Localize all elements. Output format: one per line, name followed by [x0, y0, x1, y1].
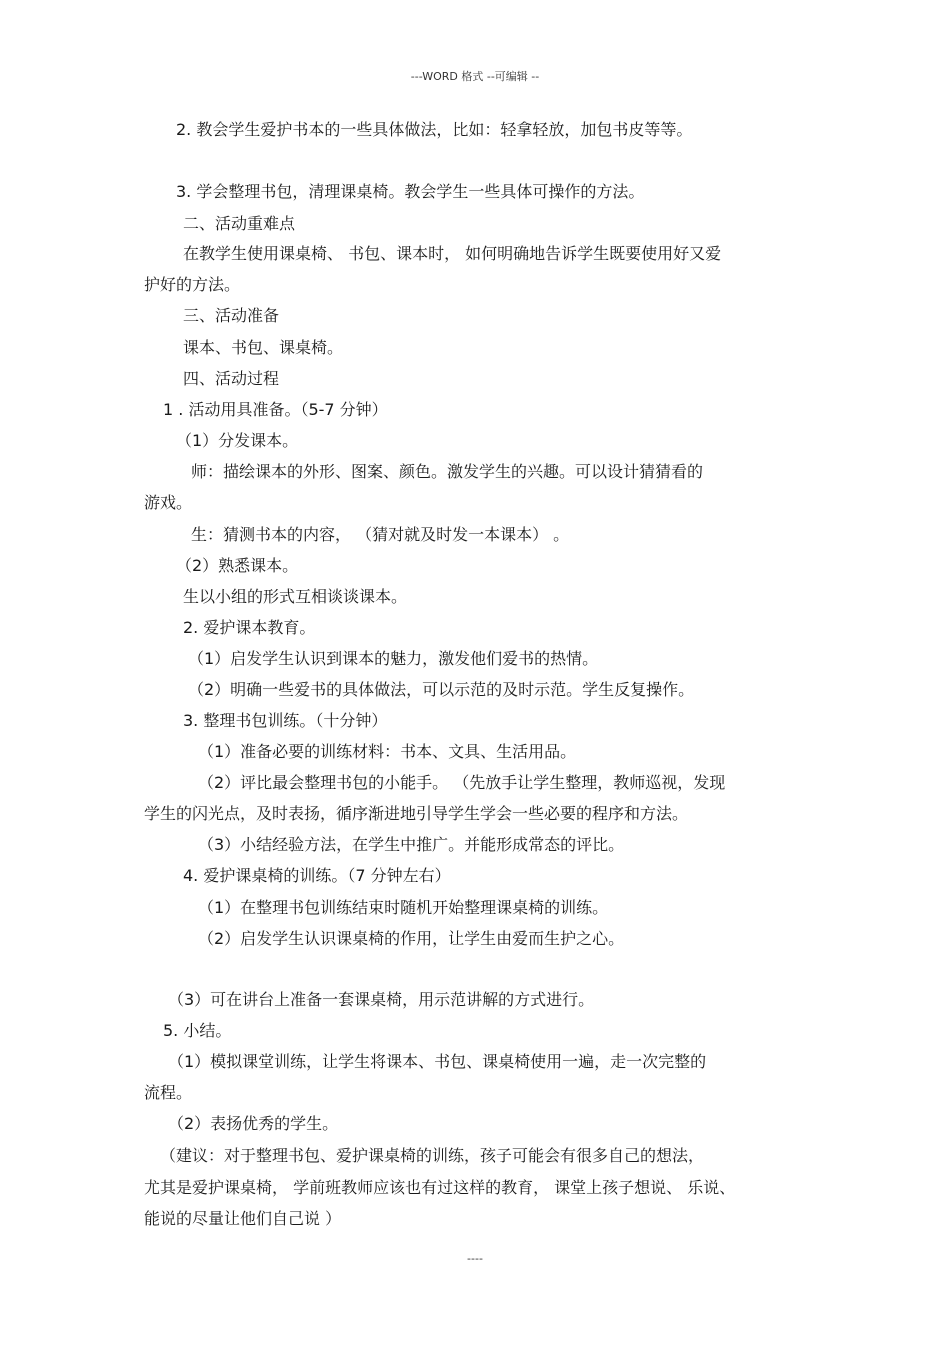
text-line: （1）模拟课堂训练，让学生将课本、书包、课桌椅使用一遍，走一次完整的: [168, 1052, 707, 1071]
text-line: 生以小组的形式互相谈谈课本。: [183, 587, 408, 606]
text-line: 4. 爱护课桌椅的训练。（7 分钟左右）: [183, 866, 451, 885]
text-line: （2）表扬优秀的学生。: [168, 1114, 339, 1133]
text-line: （2）启发学生认识课桌椅的作用，让学生由爱而生护之心。: [198, 929, 625, 948]
text-line: （3）小结经验方法，在学生中推广。并能形成常态的评比。: [198, 835, 625, 854]
text-line: 在教学生使用课桌椅、 书包、课本时， 如何明确地告诉学生既要使用好又爱: [183, 244, 722, 263]
text-line: （3）可在讲台上准备一套课桌椅，用示范讲解的方式进行。: [168, 990, 595, 1009]
text-line: 能说的尽量让他们自己说 ）: [144, 1209, 342, 1228]
text-line: （1）准备必要的训练材料：书本、文具、生活用品。: [198, 742, 577, 761]
page-footer: ----: [467, 1252, 483, 1265]
text-line: 生：猜测书本的内容， （猜对就及时发一本课本） 。: [191, 525, 570, 544]
text-line: （1）在整理书包训练结束时随机开始整理课桌椅的训练。: [198, 898, 609, 917]
text-line: （1）启发学生认识到课本的魅力，激发他们爱书的热情。: [188, 649, 599, 668]
text-line: 尤其是爱护课桌椅， 学前班教师应该也有过这样的教育， 课堂上孩子想说、 乐说、: [144, 1178, 736, 1197]
text-line: 3. 学会整理书包，清理课桌椅。教会学生一些具体可操作的方法。: [176, 182, 645, 201]
text-line: （1）分发课本。: [176, 431, 299, 450]
text-line: 护好的方法。: [144, 275, 241, 294]
text-line: 游戏。: [144, 493, 193, 512]
text-line: 课本、书包、课桌椅。: [183, 338, 344, 357]
text-line: （2）评比最会整理书包的小能手。 （先放手让学生整理，教师巡视，发现: [198, 773, 726, 792]
text-line: 3. 整理书包训练。（十分钟）: [183, 711, 388, 730]
text-line: （建议：对于整理书包、爱护课桌椅的训练，孩子可能会有很多自己的想法，: [160, 1146, 705, 1165]
text-line: 5. 小结。: [163, 1021, 232, 1040]
text-line: 1 . 活动用具准备。（5-7 分钟）: [163, 400, 388, 419]
text-line: （2）熟悉课本。: [176, 556, 299, 575]
text-line: 2. 教会学生爱护书本的一些具体做法，比如：轻拿轻放，加包书皮等等。: [176, 120, 693, 139]
section-heading: 四、活动过程: [183, 369, 280, 388]
text-line: 师：描绘课本的外形、图案、颜色。激发学生的兴趣。可以设计猜猜看的: [191, 462, 704, 481]
text-line: 流程。: [144, 1083, 193, 1102]
text-line: 学生的闪光点，及时表扬，循序渐进地引导学生学会一些必要的程序和方法。: [144, 804, 689, 823]
text-line: 2. 爱护课本教育。: [183, 618, 316, 637]
section-heading: 三、活动准备: [183, 306, 280, 325]
text-line: （2）明确一些爱书的具体做法，可以示范的及时示范。学生反复操作。: [188, 680, 695, 699]
section-heading: 二、活动重难点: [183, 214, 296, 233]
page-header: ---WORD 格式 --可编辑 --: [410, 70, 540, 83]
